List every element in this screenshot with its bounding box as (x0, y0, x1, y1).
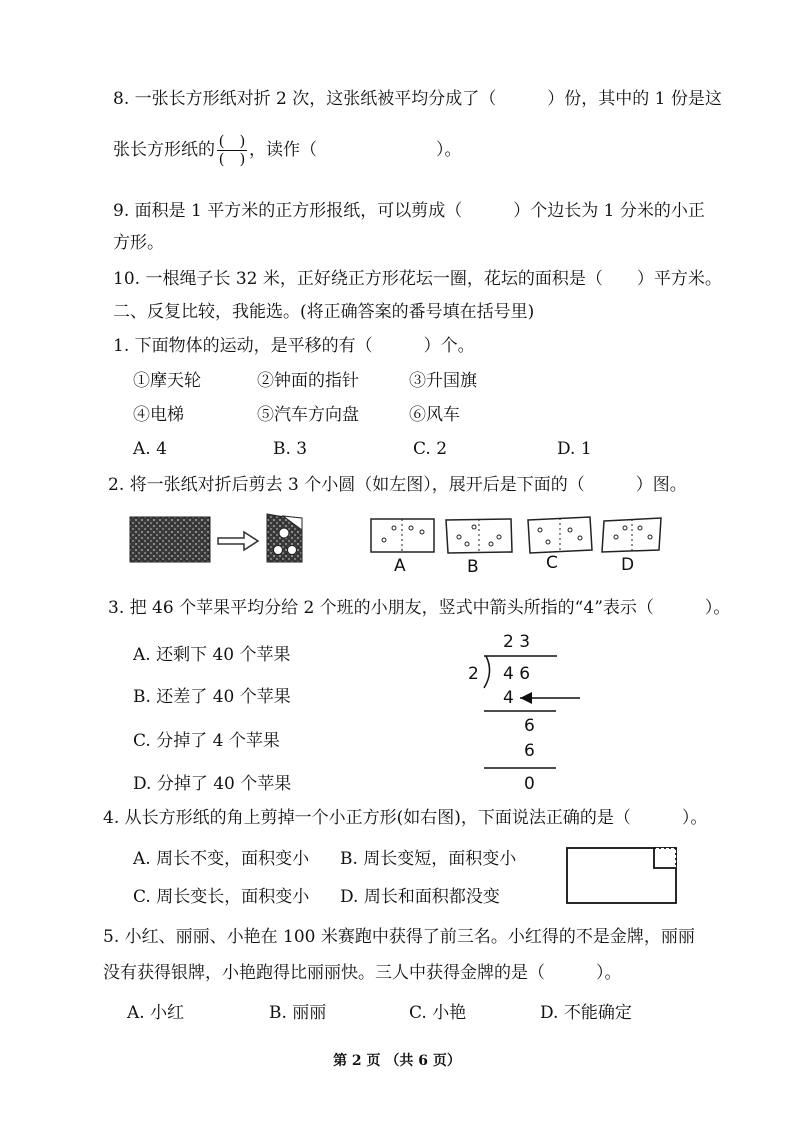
figure-label-a: A (394, 556, 406, 576)
s5-option-d: D. 不能确定 (540, 1003, 632, 1023)
division-quotient: 2 3 (503, 632, 531, 652)
s1-item-3: ③升国旗 (409, 371, 477, 391)
s5-option-a: A. 小红 (127, 1003, 185, 1023)
s5-line1: 5. 小红、丽丽、小艳在 100 米赛跑中获得了前三名。小红得的不是金牌，丽丽 (103, 927, 695, 947)
division-remainder: 0 (524, 774, 535, 794)
division-divisor: 2 (468, 664, 479, 684)
figure-label-c: C (546, 553, 558, 573)
s1-item-1: ①摩天轮 (133, 371, 201, 391)
s1-option-c: C. 2 (413, 439, 448, 459)
s4-question: 4. 从长方形纸的角上剪掉一个小正方形(如右图)，下面说法正确的是（ ）。 (103, 808, 708, 828)
section-heading: 二、反复比较，我能选。(将正确答案的番号填在括号里) (113, 302, 535, 322)
division-step-3: 6 (524, 741, 535, 761)
fraction-denominator: ( ) (218, 150, 246, 168)
option-figure-a (371, 519, 434, 552)
s5-option-b: B. 丽丽 (269, 1003, 327, 1023)
q8-line2-suffix: ，读作（ ）。 (249, 140, 462, 160)
option-figure-d (602, 518, 661, 552)
division-dividend: 4 6 (503, 664, 531, 684)
q9-line2: 方形。 (113, 233, 164, 253)
q10-text: 10. 一根绳子长 32 米，正好绕正方形花坛一圈，花坛的面积是（ ）平方米。 (113, 269, 722, 289)
s4-option-d: D. 周长和面积都没变 (340, 887, 500, 907)
s1-item-5: ⑤汽车方向盘 (257, 405, 359, 425)
s4-option-c: C. 周长变长，面积变小 (133, 887, 310, 907)
s3-option-b: B. 还差了 40 个苹果 (133, 687, 291, 707)
s4-option-a: A. 周长不变，面积变小 (133, 849, 310, 869)
s3-question: 3. 把 46 个苹果平均分给 2 个班的小朋友，竖式中箭头所指的“4”表示（ ）。 (108, 598, 731, 618)
division-step-1: 4 (503, 688, 514, 708)
s3-option-c: C. 分掉了 4 个苹果 (133, 731, 280, 751)
cut-rectangle-figure (567, 848, 676, 903)
s1-item-2: ②钟面的指针 (257, 371, 359, 391)
fraction-numerator: ( ) (218, 132, 246, 150)
option-figure-c (528, 517, 592, 553)
s4-option-b: B. 周长变短，面积变小 (340, 849, 517, 869)
s3-option-d: D. 分掉了 40 个苹果 (133, 774, 292, 794)
folded-paper-with-holes (267, 514, 302, 562)
q8-line1: 8. 一张长方形纸对折 2 次，这张纸被平均分成了（ ）份，其中的 1 份是这 (113, 89, 722, 109)
figure-label-d: D (621, 555, 635, 575)
s1-item-6: ⑥风车 (409, 405, 460, 425)
s2-question: 2. 将一张纸对折后剪去 3 个小圆（如左图），展开后是下面的（ ）图。 (108, 475, 687, 495)
s1-option-b: B. 3 (273, 439, 308, 459)
s1-question: 1. 下面物体的运动，是平移的有（ ）个。 (113, 336, 475, 356)
arrow-pointer-icon (520, 692, 580, 704)
s1-option-a: A. 4 (133, 439, 167, 459)
figure-label-b: B (467, 557, 479, 577)
q8-line2-prefix: 张长方形纸的 (113, 140, 215, 160)
arrow-icon (218, 532, 258, 550)
s5-option-c: C. 小艳 (409, 1003, 467, 1023)
paper-sheet (130, 517, 210, 562)
s3-option-a: A. 还剩下 40 个苹果 (133, 645, 291, 665)
option-figure-b (446, 519, 512, 553)
s1-item-4: ④电梯 (133, 405, 184, 425)
s1-option-d: D. 1 (557, 439, 592, 459)
s5-line2: 没有获得银牌，小艳跑得比丽丽快。三人中获得金牌的是（ ）。 (103, 963, 622, 983)
page-footer: 第 2 页 （共 6 页） (333, 1053, 461, 1069)
q9-line1: 9. 面积是 1 平方米的正方形报纸，可以剪成（ ）个边长为 1 分米的小正 (113, 201, 705, 221)
division-step-2: 6 (524, 716, 535, 736)
